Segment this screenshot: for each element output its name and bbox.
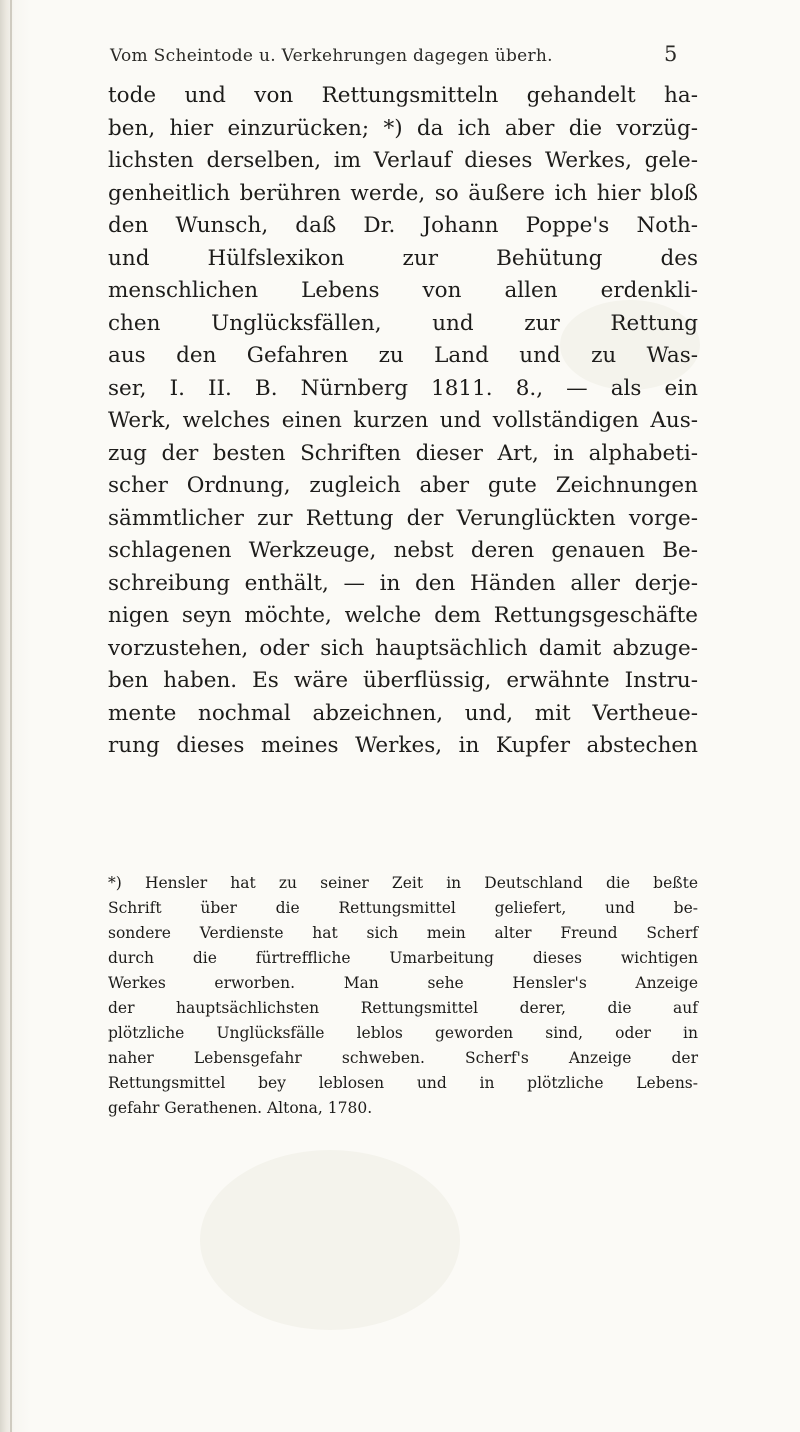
text-line: schlagenen Werkzeuge, nebst deren genauen Be-	[108, 538, 698, 563]
footnote-line: Rettungsmittel bey leblosen und in plötzliche Lebens-	[108, 1074, 698, 1092]
text-line: nigen seyn möchte, welche dem Rettungsgeschäfte	[108, 603, 698, 628]
text-line: chen Unglücksfällen, und zur Rettung	[108, 310, 698, 336]
running-head: Vom Scheintode u. Verkehrungen dagegen überh.	[110, 46, 553, 66]
footnote-line: naher Lebensgefahr schweben. Scherf's Anzeige der	[108, 1049, 698, 1067]
text-line: lichsten derselben, im Verlauf dieses Werkes, gele-	[108, 148, 698, 173]
text-line: ben, hier einzurücken; *) da ich aber die vorzüg-	[108, 115, 698, 141]
text-line: tode und von Rettungsmitteln gehandelt ha-	[108, 83, 698, 108]
footnote-line: plötzliche Unglücksfälle leblos geworden sind, oder in	[108, 1024, 698, 1042]
main-text-block	[108, 80, 698, 763]
footnote-line: der hauptsächlichsten Rettungsmittel derer, die auf	[108, 999, 698, 1017]
footnote-line: Werkes erworben. Man sehe Hensler's Anzeige	[108, 974, 698, 992]
paper-stain	[200, 1150, 460, 1330]
text-line: rung dieses meines Werkes, in Kupfer abstechen	[108, 733, 698, 758]
text-line: menschlichen Lebens von allen erdenkli-	[108, 278, 698, 303]
page-number: 5	[664, 42, 678, 66]
footnote-line: *) Hensler hat zu seiner Zeit in Deutschland die beßte	[108, 874, 698, 892]
text-line: sämmtlicher zur Rettung der Verunglückten vorge-	[108, 505, 698, 531]
text-line: aus den Gefahren zu Land und zu Was-	[108, 343, 698, 368]
text-line: vorzustehen, oder sich hauptsächlich damit abzuge-	[108, 635, 698, 661]
binding-gutter	[10, 0, 12, 1432]
text-line: ben haben. Es wäre überflüssig, erwähnte Instru-	[108, 668, 698, 693]
text-line: scher Ordnung, zugleich aber gute Zeichnungen	[108, 473, 698, 498]
text-line: Werk, welches einen kurzen und vollständigen Aus-	[108, 408, 698, 433]
text-line: mente nochmal abzeichnen, und, mit Vertheue-	[108, 700, 698, 726]
footnote-line: gefahr Gerathenen. Altona, 1780.	[108, 1099, 373, 1117]
footnote-line: sondere Verdienste hat sich mein alter Freund Scherf	[108, 924, 698, 942]
text-line: genheitlich berühren werde, so äußere ich hier bloß	[108, 180, 698, 206]
text-line: ser, I. II. B. Nürnberg 1811. 8., — als ein	[108, 375, 698, 401]
footnote-line: durch die fürtreffliche Umarbeitung dieses wichtigen	[108, 949, 698, 967]
text-line: und Hülfslexikon zur Behütung des	[108, 245, 698, 271]
text-line: den Wunsch, daß Dr. Johann Poppe's Noth-	[108, 213, 698, 238]
footnote-block	[108, 871, 698, 1121]
text-line: schreibung enthält, — in den Händen aller derje-	[108, 570, 698, 596]
footnote-line: Schrift über die Rettungsmittel geliefert, und be-	[108, 899, 698, 917]
text-line: zug der besten Schriften dieser Art, in alphabeti-	[108, 440, 698, 466]
